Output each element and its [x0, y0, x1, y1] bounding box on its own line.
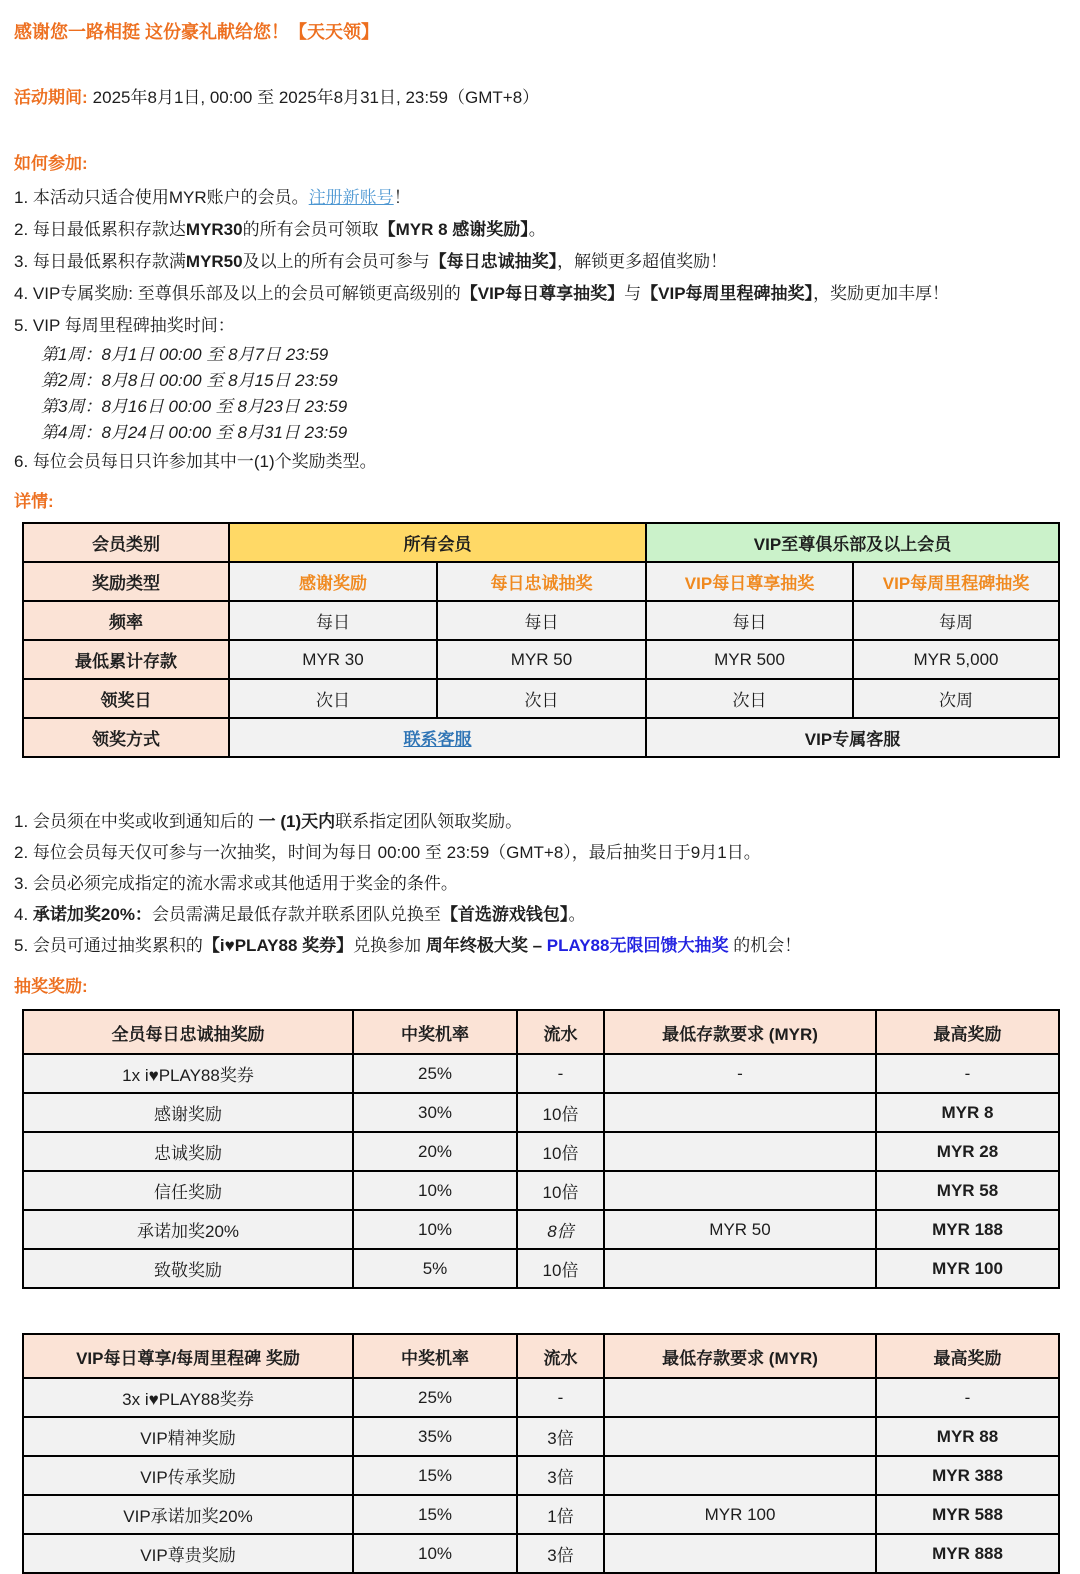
table-cell: 15%	[353, 1456, 517, 1495]
max-reward-cell: MYR 58	[876, 1171, 1059, 1210]
table-cell	[604, 1132, 876, 1171]
bold-segment: 【每日忠诚抽奖】	[429, 252, 558, 271]
text-segment: 4.	[14, 905, 33, 924]
table-row	[23, 1495, 1059, 1534]
table-cell: 10%	[353, 1171, 517, 1210]
terms-section	[14, 806, 1058, 961]
text-segment: 的所有会员可领取	[242, 220, 379, 239]
text-segment: ，奖励更加丰厚！	[813, 284, 950, 303]
table-cell: 次日	[646, 679, 853, 718]
table-cell: 10倍	[517, 1249, 604, 1288]
table-cell: VIP每日尊享抽奖	[646, 562, 853, 601]
max-reward-cell: MYR 28	[876, 1132, 1059, 1171]
table-row	[23, 562, 1059, 601]
table-cell: -	[876, 1378, 1059, 1417]
table-cell: 8倍	[517, 1210, 604, 1249]
activity-period	[14, 86, 1058, 110]
table-cell: 10%	[353, 1210, 517, 1249]
table-cell: 25%	[353, 1054, 517, 1093]
table-cell: 每日	[646, 601, 853, 640]
table-cell: 感谢奖励	[23, 1093, 353, 1132]
text-segment: 与	[624, 284, 642, 303]
member-category-label: 会员类别	[23, 523, 229, 562]
bold-segment: 【VIP每日尊享抽奖】	[460, 284, 625, 303]
table-row	[23, 640, 1059, 679]
contact-support-link[interactable]: 联系客服	[403, 730, 472, 749]
table-cell: 10倍	[517, 1132, 604, 1171]
table-cell: VIP精神奖励	[23, 1417, 353, 1456]
all-members-header: 所有会员	[229, 523, 646, 562]
table-cell: 承诺加奖20%	[23, 1210, 353, 1249]
table-cell	[604, 1534, 876, 1573]
text-segment: ！	[393, 188, 411, 207]
table-cell: 25%	[353, 1378, 517, 1417]
frequency-label: 频率	[23, 601, 229, 640]
table-row	[23, 601, 1059, 640]
column-header: 最高奖励	[876, 1010, 1059, 1054]
max-reward-cell: MYR 88	[876, 1417, 1059, 1456]
how-to-join-item-4	[14, 278, 1058, 310]
table-cell: -	[604, 1054, 876, 1093]
table-cell	[604, 1417, 876, 1456]
how-to-join-item-3	[14, 246, 1058, 278]
max-reward-cell: MYR 888	[876, 1534, 1059, 1573]
bold-segment: 【VIP每周里程碑抽奖】	[641, 284, 814, 303]
table-cell: MYR 30	[229, 640, 437, 679]
table-cell: -	[517, 1054, 604, 1093]
bold-segment: 【i♥PLAY88 奖券】	[202, 936, 354, 955]
table-cell: 5%	[353, 1249, 517, 1288]
max-reward-cell: MYR 588	[876, 1495, 1059, 1534]
week-schedule-2: 第2周：8月8日 00:00 至 8月15日 23:59	[41, 371, 338, 390]
text-segment: 。	[528, 220, 546, 239]
table-row	[23, 1249, 1059, 1288]
table-cell: MYR 500	[646, 640, 853, 679]
bold-segment: MYR50	[185, 252, 243, 271]
table-cell: 次日	[437, 679, 646, 718]
table-cell	[604, 1171, 876, 1210]
daily-loyalty-draw-table	[22, 1009, 1060, 1289]
column-header: 流水	[517, 1334, 604, 1378]
table-row	[23, 523, 1059, 562]
table-header-row	[23, 1334, 1059, 1378]
details-table	[22, 522, 1060, 758]
table-cell	[604, 1378, 876, 1417]
details-heading: 详情:	[14, 492, 54, 511]
claim-day-label: 领奖日	[23, 679, 229, 718]
bold-segment: 承诺加奖20%：	[32, 905, 152, 924]
text-segment: 3. 每日最低累积存款满	[14, 252, 186, 271]
how-to-join-item-2	[14, 214, 1058, 246]
max-reward-cell: MYR 8	[876, 1093, 1059, 1132]
table-cell: 信任奖励	[23, 1171, 353, 1210]
table-row	[23, 1210, 1059, 1249]
vip-members-header: VIP至尊俱乐部及以上会员	[646, 523, 1059, 562]
table-cell: 每日	[437, 601, 646, 640]
table-cell: 3x i♥PLAY88奖券	[23, 1378, 353, 1417]
text-segment: 4. VIP专属奖励: 至尊俱乐部及以上的会员可解锁更高级别的	[14, 284, 461, 303]
table-cell: 致敬奖励	[23, 1249, 353, 1288]
text-segment: 1. 本活动只适合使用MYR账户的会员。	[14, 188, 309, 207]
term-item-4	[14, 899, 1058, 930]
table-cell: 每日	[229, 601, 437, 640]
table-cell: 3倍	[517, 1417, 604, 1456]
activity-period-label: 活动期间:	[14, 88, 88, 107]
text-segment: 1. 会员须在中奖或收到通知后的	[14, 812, 259, 831]
how-to-join-item-6: 6. 每位会员每日只许参加其中一(1)个奖励类型。	[14, 452, 377, 471]
column-header: VIP每日尊享/每周里程碑 奖励	[23, 1334, 353, 1378]
table-cell: 20%	[353, 1132, 517, 1171]
table-cell: 忠诚奖励	[23, 1132, 353, 1171]
table-cell	[604, 1456, 876, 1495]
table-cell: 10倍	[517, 1093, 604, 1132]
table-cell	[604, 1093, 876, 1132]
table-row	[23, 1456, 1059, 1495]
table-row	[23, 1417, 1059, 1456]
table-cell: VIP传承奖励	[23, 1456, 353, 1495]
week-schedule-1: 第1周：8月1日 00:00 至 8月7日 23:59	[41, 345, 329, 364]
text-segment: 2. 每日最低累积存款达	[14, 220, 186, 239]
table-cell: 10%	[353, 1534, 517, 1573]
week-schedule-4: 第4周：8月24日 00:00 至 8月31日 23:59	[41, 423, 348, 442]
table-cell: 10倍	[517, 1171, 604, 1210]
text-segment: 兑换参加	[353, 936, 426, 955]
activity-period-value: 2025年8月1日, 00:00 至 2025年8月31日, 23:59（GMT+8）	[92, 88, 540, 107]
term-item-1	[14, 806, 1058, 837]
table-cell	[604, 1249, 876, 1288]
page-title: 感谢您一路相挺 这份豪礼献给您！【天天领】	[14, 22, 379, 42]
grand-draw-link[interactable]: PLAY88无限回馈大抽奖	[546, 936, 729, 955]
table-cell: MYR 100	[604, 1495, 876, 1534]
table-cell: 3倍	[517, 1456, 604, 1495]
table-row	[23, 1171, 1059, 1210]
table-cell	[229, 718, 646, 757]
table-row	[23, 1534, 1059, 1573]
table-cell: MYR 50	[437, 640, 646, 679]
column-header: 最高奖励	[876, 1334, 1059, 1378]
table-cell: 35%	[353, 1417, 517, 1456]
table-cell: VIP承诺加奖20%	[23, 1495, 353, 1534]
table-cell: 感谢奖励	[229, 562, 437, 601]
text-segment: 联系指定团队领取奖励。	[335, 812, 523, 831]
bold-segment: MYR30	[185, 220, 243, 239]
term-item-5	[14, 930, 1058, 961]
column-header: 全员每日忠诚抽奖励	[23, 1010, 353, 1054]
bold-segment: 周年终极大奖 –	[425, 936, 547, 955]
vip-draw-table	[22, 1333, 1060, 1574]
how-to-join-item-5: 5. VIP 每周里程碑抽奖时间：	[14, 316, 235, 335]
table-cell: 每周	[853, 601, 1059, 640]
vip-support-cell: VIP专属客服	[646, 718, 1059, 757]
column-header: 中奖机率	[353, 1334, 517, 1378]
table-header-row	[23, 1010, 1059, 1054]
column-header: 最低存款要求 (MYR)	[604, 1010, 876, 1054]
lottery-rewards-heading: 抽奖奖励:	[14, 977, 88, 996]
table-cell: 次周	[853, 679, 1059, 718]
table-cell: 30%	[353, 1093, 517, 1132]
max-reward-cell: MYR 388	[876, 1456, 1059, 1495]
max-reward-cell: MYR 188	[876, 1210, 1059, 1249]
table-cell: -	[876, 1054, 1059, 1093]
term-item-3: 3. 会员必须完成指定的流水需求或其他适用于奖金的条件。	[14, 874, 458, 893]
week-schedule-3: 第3周：8月16日 00:00 至 8月23日 23:59	[41, 397, 348, 416]
table-cell: 3倍	[517, 1534, 604, 1573]
text-segment: 5. 会员可通过抽奖累积的	[14, 936, 203, 955]
bold-segment: 一 (1)天内	[258, 812, 336, 831]
term-item-2: 2. 每位会员每天仅可参与一次抽奖，时间为每日 00:00 至 23:59（GMT+8），最后抽奖日于9月1日。	[14, 843, 761, 862]
text-segment: 。	[568, 905, 586, 924]
text-segment: 的机会！	[728, 936, 802, 955]
table-cell: 1x i♥PLAY88奖券	[23, 1054, 353, 1093]
how-to-join-item-1	[14, 182, 1058, 214]
column-header: 最低存款要求 (MYR)	[604, 1334, 876, 1378]
max-reward-cell: MYR 100	[876, 1249, 1059, 1288]
table-cell: -	[517, 1378, 604, 1417]
text-segment: 会员需满足最低存款并联系团队兑换至	[151, 905, 441, 924]
text-segment: ，解锁更多超值奖励！	[557, 252, 728, 271]
table-cell: 15%	[353, 1495, 517, 1534]
table-cell: 次日	[229, 679, 437, 718]
table-row	[23, 1054, 1059, 1093]
table-cell: 每日忠诚抽奖	[437, 562, 646, 601]
column-header: 流水	[517, 1010, 604, 1054]
table-cell: MYR 50	[604, 1210, 876, 1249]
table-row	[23, 1132, 1059, 1171]
table-cell: MYR 5,000	[853, 640, 1059, 679]
table-cell: 1倍	[517, 1495, 604, 1534]
min-deposit-label: 最低累计存款	[23, 640, 229, 679]
table-row	[23, 1093, 1059, 1132]
column-header: 中奖机率	[353, 1010, 517, 1054]
table-cell: VIP尊贵奖励	[23, 1534, 353, 1573]
text-segment: 及以上的所有会员可参与	[242, 252, 430, 271]
bold-segment: 【首选游戏钱包】	[440, 905, 569, 924]
table-row	[23, 718, 1059, 757]
register-account-link[interactable]: 注册新账号	[308, 188, 394, 207]
table-row	[23, 679, 1059, 718]
reward-type-label: 奖励类型	[23, 562, 229, 601]
table-cell: VIP每周里程碑抽奖	[853, 562, 1059, 601]
how-to-join-heading: 如何参加:	[14, 154, 88, 173]
bold-segment: 【MYR 8 感谢奖励】	[378, 220, 529, 239]
claim-method-label: 领奖方式	[23, 718, 229, 757]
table-row	[23, 1378, 1059, 1417]
